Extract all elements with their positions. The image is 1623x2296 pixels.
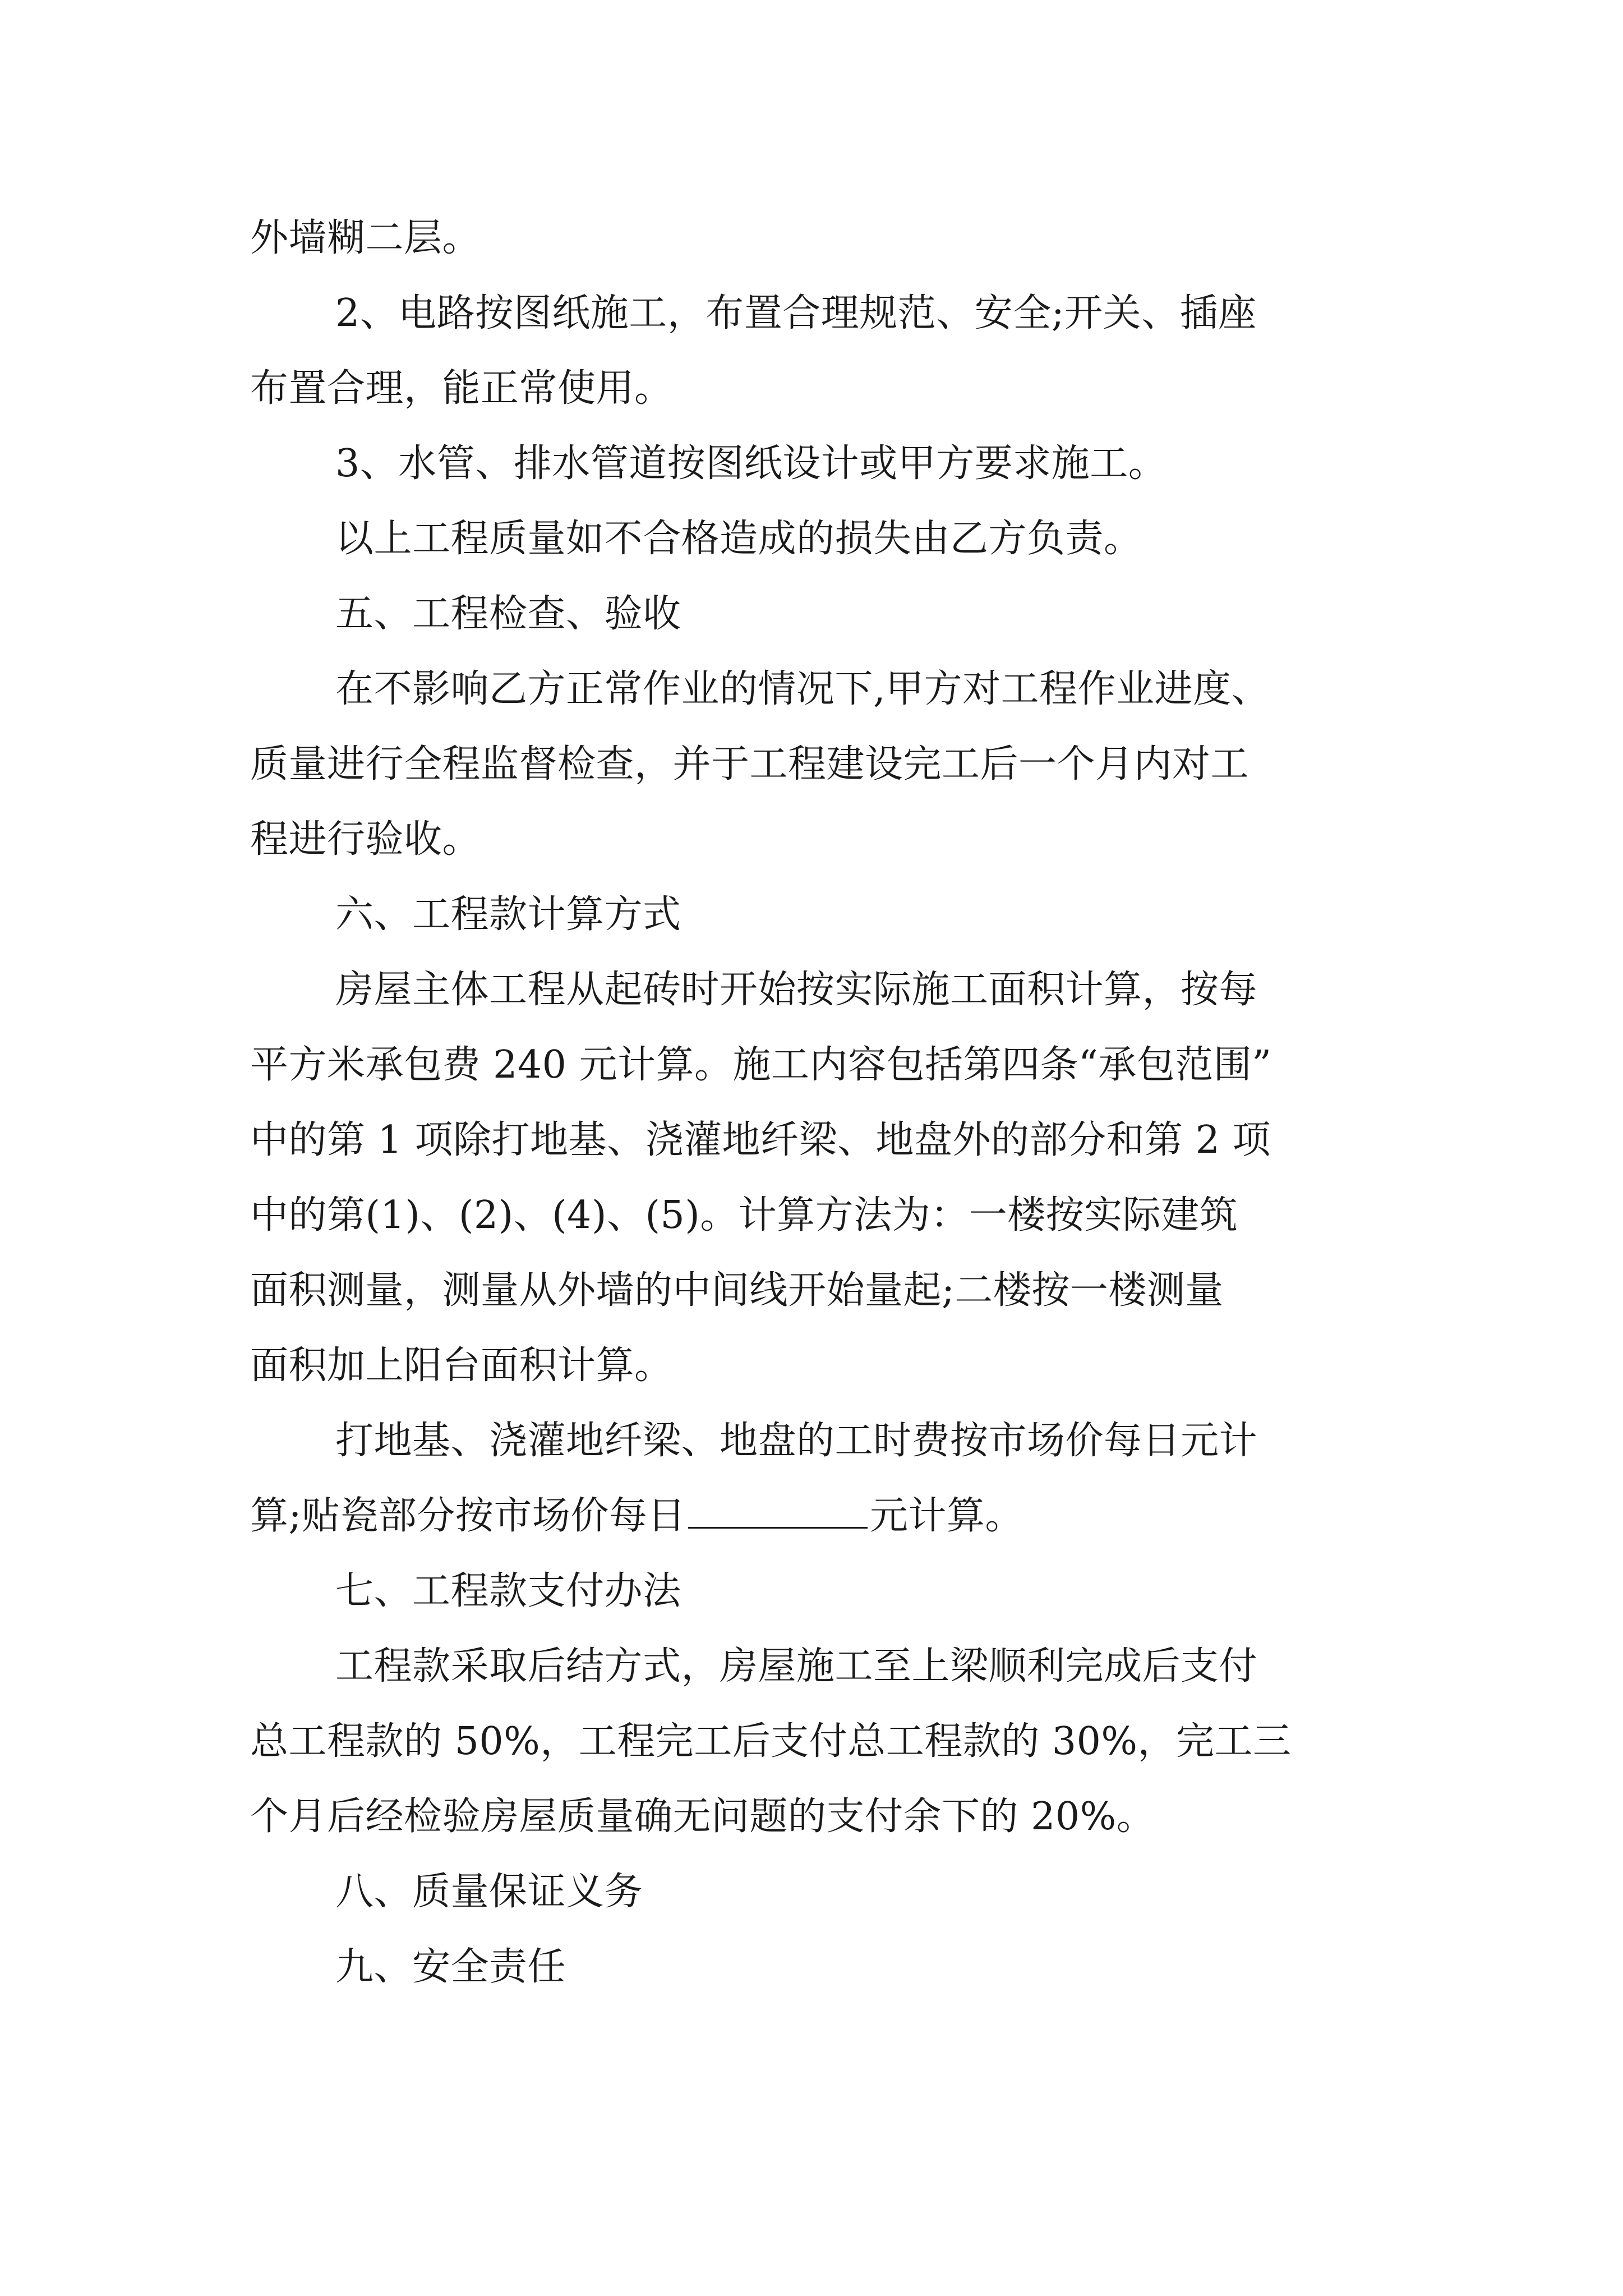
paragraph-line-with-blank	[250, 1479, 1394, 1554]
paragraph-line: 布置合理，能正常使用。	[250, 366, 673, 411]
paragraph-line: 在不影响乙方正常作业的情况下,甲方对工程作业进度、	[335, 667, 1270, 711]
paragraph-line: 外墙糊二层。	[250, 216, 481, 260]
paragraph-line: 面积测量，测量从外墙的中间线开始量起;二楼按一楼测量	[250, 1268, 1224, 1313]
paragraph-line: 个月后经检验房屋质量确无问题的支付余下的 20%。	[250, 1795, 1155, 1839]
paragraph-line: 质量进行全程监督检查，并于工程建设完工后一个月内对工	[250, 742, 1249, 786]
paragraph-line: 面积加上阳台面积计算。	[250, 1343, 673, 1388]
section-heading: 八、质量保证义务	[335, 1870, 643, 1914]
paragraph-line: 中的第 1 项除打地基、浇灌地纤梁、地盘外的部分和第 2 项	[250, 1118, 1271, 1162]
paragraph-line: 2、电路按图纸施工，布置合理规范、安全;开关、插座	[335, 291, 1257, 335]
section-heading: 九、安全责任	[335, 1945, 566, 1989]
section-heading: 七、工程款支付办法	[335, 1569, 681, 1613]
paragraph-line: 中的第(1)、(2)、(4)、(5)。计算方法为：一楼按实际建筑	[250, 1193, 1238, 1237]
paragraph-line: 打地基、浇灌地纤梁、地盘的工时费按市场价每日元计	[335, 1419, 1258, 1463]
document-body	[250, 201, 1394, 2005]
paragraph-line: 房屋主体工程从起砖时开始按实际施工面积计算，按每	[335, 968, 1258, 1012]
section-heading: 六、工程款计算方式	[335, 892, 681, 937]
blank-line-suffix: 元计算。	[869, 1494, 1023, 1538]
paragraph-line: 程进行验收。	[250, 817, 481, 862]
paragraph-line: 工程款采取后结方式，房屋施工至上梁顺利完成后支付	[335, 1644, 1258, 1688]
paragraph-line: 以上工程质量如不合格造成的损失由乙方负责。	[335, 517, 1142, 561]
fill-in-blank	[688, 1493, 868, 1529]
blank-line-prefix: 算;贴瓷部分按市场价每日	[250, 1494, 686, 1538]
paragraph-line: 平方米承包费 240 元计算。施工内容包括第四条“承包范围”	[250, 1043, 1272, 1087]
paragraph-line: 3、水管、排水管道按图纸设计或甲方要求施工。	[335, 441, 1167, 486]
section-heading: 五、工程检查、验收	[335, 592, 681, 636]
paragraph-line: 总工程款的 50%，工程完工后支付总工程款的 30%，完工三	[250, 1719, 1292, 1764]
